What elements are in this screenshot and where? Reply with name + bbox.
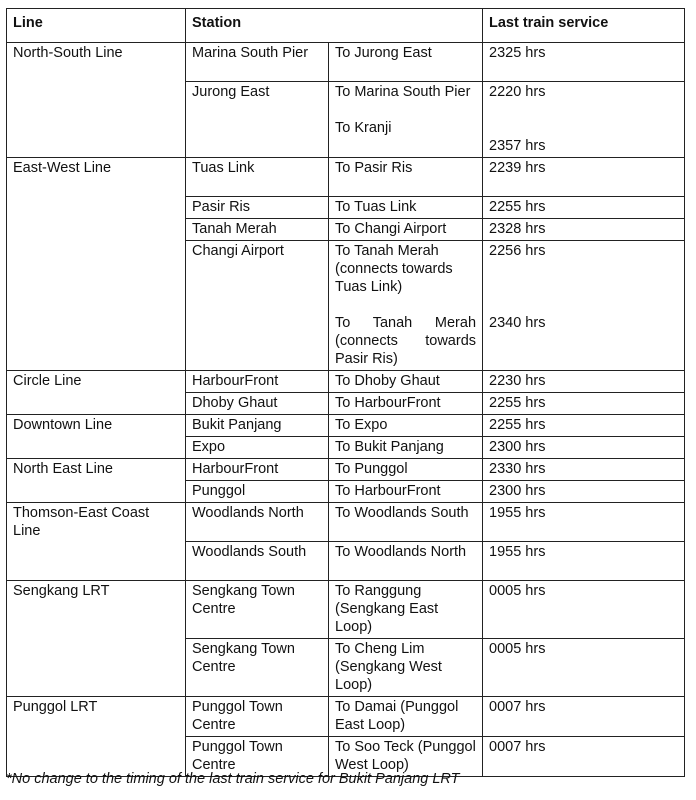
station-cell: Woodlands South	[186, 542, 329, 581]
time-cell	[483, 241, 685, 371]
time-cell: 2325 hrs	[483, 43, 685, 82]
station-cell: Dhoby Ghaut	[186, 393, 329, 415]
station-cell: Tanah Merah	[186, 219, 329, 241]
station-cell: Punggol	[186, 481, 329, 503]
line-cell: Downtown Line	[7, 415, 186, 459]
line-cell: Circle Line	[7, 371, 186, 415]
time-cell: 0005 hrs	[483, 581, 685, 639]
table-row	[7, 43, 685, 82]
direction-cell: To Jurong East	[329, 43, 483, 82]
time-cell: 0005 hrs	[483, 639, 685, 697]
header-last-train: Last train service	[483, 9, 685, 43]
direction-cell: To Changi Airport	[329, 219, 483, 241]
time-cell: 2255 hrs	[483, 197, 685, 219]
direction-cell	[329, 82, 483, 158]
station-cell: Sengkang Town Centre	[186, 581, 329, 639]
table-row	[7, 503, 685, 542]
direction-text: To Tanah Merah (connects towards Pasir Ris)	[335, 315, 477, 367]
line-cell: East-West Line	[7, 158, 186, 371]
table-header-row	[7, 9, 685, 43]
station-cell: Pasir Ris	[186, 197, 329, 219]
table-row	[7, 158, 685, 197]
station-cell: Punggol Town Centre	[186, 737, 329, 777]
station-cell: Bukit Panjang	[186, 415, 329, 437]
direction-cell: To Tuas Link	[329, 197, 483, 219]
table-row	[7, 697, 685, 737]
line-cell: Punggol LRT	[7, 697, 186, 777]
time-cell: 2255 hrs	[483, 393, 685, 415]
station-cell: Jurong East	[186, 82, 329, 158]
direction-text: To Kranji	[335, 120, 392, 136]
time-cell	[483, 82, 685, 158]
station-cell: HarbourFront	[186, 371, 329, 393]
direction-cell: To Ranggung (Sengkang East Loop)	[329, 581, 483, 639]
direction-cell: To Damai (Punggol East Loop)	[329, 697, 483, 737]
time-cell: 1955 hrs	[483, 542, 685, 581]
station-cell: Sengkang Town Centre	[186, 639, 329, 697]
table-row	[7, 415, 685, 437]
time-text: 2220 hrs	[489, 84, 546, 100]
table-row	[7, 581, 685, 639]
time-cell: 2255 hrs	[483, 415, 685, 437]
header-station: Station	[186, 9, 483, 43]
direction-cell: To HarbourFront	[329, 393, 483, 415]
time-text: 2256 hrs	[489, 243, 546, 259]
line-cell: North-South Line	[7, 43, 186, 158]
direction-cell: To HarbourFront	[329, 481, 483, 503]
station-cell: Woodlands North	[186, 503, 329, 542]
time-cell: 2230 hrs	[483, 371, 685, 393]
table-row	[7, 371, 685, 393]
time-cell: 0007 hrs	[483, 697, 685, 737]
time-cell: 2330 hrs	[483, 459, 685, 481]
station-cell: Punggol Town Centre	[186, 697, 329, 737]
footnote: *No change to the timing of the last train service for Bukit Panjang LRT	[6, 771, 460, 787]
time-cell: 2328 hrs	[483, 219, 685, 241]
direction-text: To Marina South Pier	[335, 84, 471, 100]
time-cell: 1955 hrs	[483, 503, 685, 542]
direction-cell	[329, 241, 483, 371]
direction-cell: To Cheng Lim (Sengkang West Loop)	[329, 639, 483, 697]
station-cell: Expo	[186, 437, 329, 459]
time-cell: 0007 hrs	[483, 737, 685, 777]
line-cell: North East Line	[7, 459, 186, 503]
station-cell: Tuas Link	[186, 158, 329, 197]
time-text: 2340 hrs	[489, 315, 546, 331]
time-text: 2357 hrs	[489, 138, 546, 154]
direction-text: To Tanah Merah (connects towards Tuas Link)	[335, 243, 453, 295]
time-cell: 2300 hrs	[483, 481, 685, 503]
direction-cell: To Dhoby Ghaut	[329, 371, 483, 393]
station-cell: Marina South Pier	[186, 43, 329, 82]
station-cell: HarbourFront	[186, 459, 329, 481]
station-cell: Changi Airport	[186, 241, 329, 371]
direction-cell: To Woodlands South	[329, 503, 483, 542]
last-train-table	[6, 8, 685, 777]
direction-cell: To Pasir Ris	[329, 158, 483, 197]
time-cell: 2300 hrs	[483, 437, 685, 459]
header-line: Line	[7, 9, 186, 43]
direction-cell: To Soo Teck (Punggol West Loop)	[329, 737, 483, 777]
time-cell: 2239 hrs	[483, 158, 685, 197]
table-row	[7, 459, 685, 481]
direction-cell: To Expo	[329, 415, 483, 437]
line-cell: Thomson-East Coast Line	[7, 503, 186, 581]
line-cell: Sengkang LRT	[7, 581, 186, 697]
direction-cell: To Punggol	[329, 459, 483, 481]
direction-cell: To Woodlands North	[329, 542, 483, 581]
direction-cell: To Bukit Panjang	[329, 437, 483, 459]
